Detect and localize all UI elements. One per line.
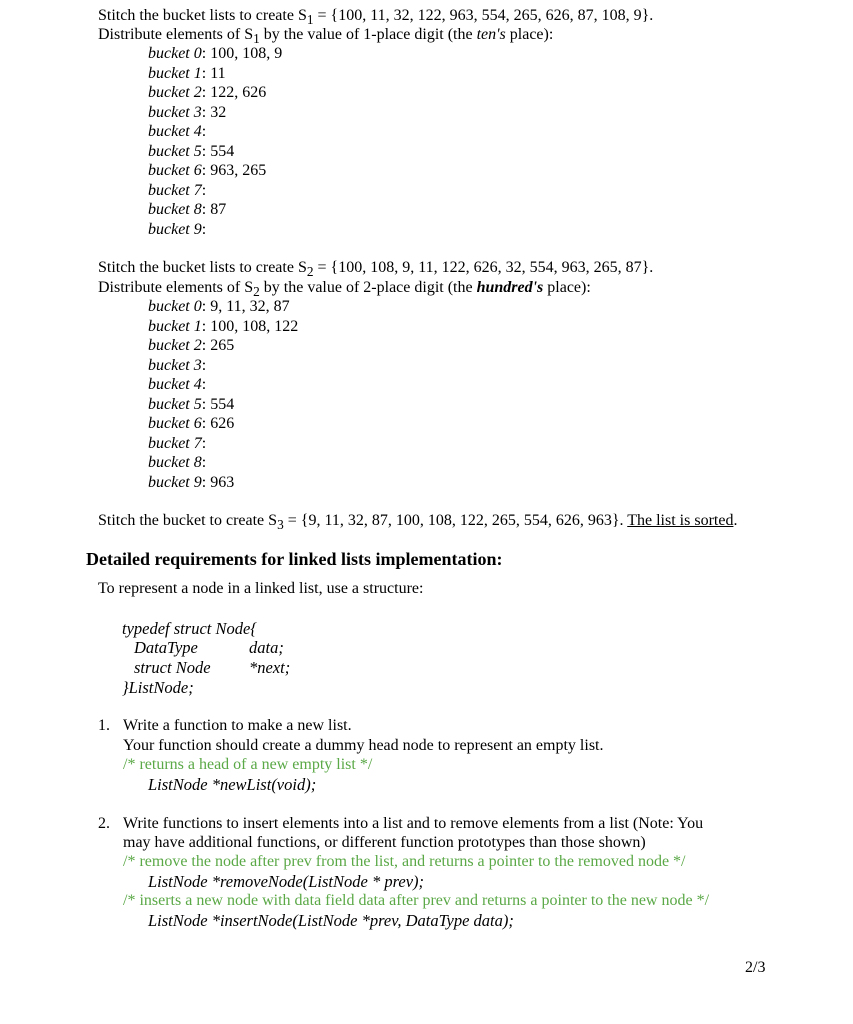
bucket-row (148, 336, 234, 355)
bucket-colon: : (201, 201, 207, 218)
bucket-name: bucket 5 (148, 142, 202, 160)
bucket-name: bucket 6 (148, 162, 202, 179)
bucket-colon: : (201, 337, 207, 354)
bucket-row (148, 181, 210, 200)
bucket-values: 100, 108, 122 (210, 317, 299, 335)
bucket-name: bucket 3 (148, 356, 202, 374)
bucket-values: 265 (210, 337, 235, 354)
distribute-s2-b: by the value of 2-place digit (the (259, 279, 477, 296)
bucket-values: 554 (210, 142, 235, 160)
item-1-line-1: Write a function to make a new list. (123, 717, 352, 734)
distribute-s2-c: place): (543, 279, 591, 296)
item-1-comment: /* returns a head of a new empty list */ (123, 756, 373, 773)
bucket-name: bucket 8 (148, 201, 202, 218)
bucket-row (148, 434, 210, 453)
distribute-s2-sub: 2 (253, 284, 260, 300)
stitch-s1-prefix: Stitch the bucket lists to create S (98, 7, 307, 24)
bucket-colon: : (201, 181, 207, 199)
bucket-name: bucket 8 (148, 454, 202, 471)
bucket-values: 9, 11, 32, 87 (210, 298, 290, 315)
stitch-s3-line (98, 511, 737, 534)
bucket-row (148, 200, 226, 219)
bucket-row (148, 395, 234, 414)
bucket-row (148, 122, 210, 141)
bucket-name: bucket 1 (148, 64, 202, 82)
stitch-s3-sub: 3 (277, 517, 284, 533)
bucket-values: 626 (210, 415, 235, 432)
sorted-note-end: . (733, 512, 738, 529)
bucket-row (148, 453, 210, 472)
bucket-values: 963 (210, 473, 235, 491)
sorted-note: The list is sorted (627, 512, 734, 529)
intro-text: To represent a node in a linked list, use a structure: (98, 580, 424, 597)
bucket-values: 87 (210, 201, 227, 218)
bucket-row (148, 317, 298, 336)
bucket-name: bucket 3 (148, 103, 202, 121)
bucket-row (148, 297, 290, 316)
stitch-s2-set: = {100, 108, 9, 11, 122, 626, 32, 554, 963, 265, 87}. (313, 259, 654, 276)
bucket-row (148, 220, 210, 239)
bucket-name: bucket 0 (148, 45, 202, 62)
bucket-row (148, 414, 234, 433)
bucket-row (148, 142, 234, 161)
bucket-name: bucket 4 (148, 376, 202, 393)
bucket-name: bucket 4 (148, 123, 202, 140)
item-2-line-1: Write functions to insert elements into a list and to remove elements from a list (Note: You (123, 815, 704, 832)
bucket-colon: : (201, 317, 207, 335)
bucket-name: bucket 0 (148, 298, 202, 315)
bucket-colon: : (201, 454, 207, 471)
bucket-values: 554 (210, 395, 235, 413)
bucket-row (148, 44, 282, 63)
distribute-s1-b: by the value of 1-place digit (the (259, 26, 477, 43)
stitch-s2-sub: 2 (306, 264, 314, 280)
bucket-row (148, 161, 266, 180)
item-2-comment-1: /* remove the node after prev from the list, and returns a pointer to the removed node */ (123, 853, 686, 870)
bucket-colon: : (201, 142, 207, 160)
bucket-name: bucket 7 (148, 434, 202, 452)
item-2-comment-2: /* inserts a new node with data field data after prev and returns a pointer to the new node */ (123, 892, 710, 909)
bucket-name: bucket 1 (148, 317, 202, 335)
stitch-s3-set: = {9, 11, 32, 87, 100, 108, 122, 265, 554, 626, 963}. (283, 512, 628, 529)
bucket-name: bucket 9 (148, 473, 202, 491)
bucket-colon: : (201, 45, 207, 62)
bucket-name: bucket 2 (148, 337, 202, 354)
bucket-name: bucket 9 (148, 220, 202, 238)
bucket-name: bucket 5 (148, 395, 202, 413)
section-heading: Detailed requirements for linked lists implementation: (86, 549, 503, 569)
item-2-prototype-1: ListNode *removeNode(ListNode * prev); (148, 872, 425, 891)
bucket-colon: : (201, 356, 207, 374)
bucket-row (148, 83, 266, 102)
item-1-line-2: Your function should create a dummy head node to represent an empty list. (123, 737, 604, 754)
item-1-prototype: ListNode *newList(void); (148, 775, 317, 794)
bucket-colon: : (201, 123, 207, 140)
code-line-1: typedef struct Node{ (122, 619, 257, 638)
stitch-s3-prefix: Stitch the bucket to create S (98, 512, 278, 529)
bucket-colon: : (201, 434, 207, 452)
bucket-colon: : (201, 473, 207, 491)
bucket-row (148, 356, 210, 375)
code-line-4: }ListNode; (122, 678, 194, 697)
distribute-s1-sub: 1 (253, 31, 260, 47)
item-2-prototype-2: ListNode *insertNode(ListNode *prev, DataType data); (148, 911, 514, 930)
distribute-s1-em: ten's (476, 26, 506, 43)
bucket-row (148, 64, 226, 83)
distribute-s2-em: hundred's (476, 279, 544, 296)
bucket-values: 100, 108, 9 (210, 45, 283, 62)
bucket-colon: : (201, 162, 207, 179)
bucket-colon: : (201, 376, 207, 393)
bucket-name: bucket 2 (148, 84, 202, 101)
bucket-row (148, 473, 234, 492)
bucket-name: bucket 6 (148, 415, 202, 432)
distribute-s1-c: place): (505, 26, 554, 43)
stitch-s1-sub: 1 (306, 12, 314, 28)
bucket-colon: : (201, 103, 207, 121)
code-line-3-field: *next; (249, 658, 291, 677)
bucket-colon: : (201, 64, 207, 82)
item-2-number: 2. (98, 815, 110, 832)
bucket-values: 11 (210, 64, 226, 82)
bucket-colon: : (201, 298, 207, 315)
stitch-s1-set: = {100, 11, 32, 122, 963, 554, 265, 626, 87, 108, 9}. (313, 7, 654, 24)
bucket-row (148, 103, 226, 122)
bucket-colon: : (201, 220, 207, 238)
stitch-s2-prefix: Stitch the bucket lists to create S (98, 259, 307, 276)
page-number: 2/3 (745, 959, 766, 976)
bucket-colon: : (201, 84, 207, 101)
code-line-2-type: DataType (134, 638, 198, 657)
bucket-row (148, 375, 210, 394)
item-1-number: 1. (98, 717, 110, 734)
bucket-name: bucket 7 (148, 181, 202, 199)
code-line-3-type: struct Node (134, 658, 211, 677)
bucket-values: 32 (210, 103, 227, 121)
code-line-2-field: data; (249, 638, 284, 657)
bucket-values: 963, 265 (210, 162, 267, 179)
item-2-line-2: may have additional functions, or different function prototypes than those shown) (123, 834, 646, 851)
bucket-values: 122, 626 (210, 84, 267, 101)
distribute-s1-a: Distribute elements of S (98, 26, 254, 43)
bucket-colon: : (201, 415, 207, 432)
distribute-s2-a: Distribute elements of S (98, 279, 254, 296)
bucket-colon: : (201, 395, 207, 413)
